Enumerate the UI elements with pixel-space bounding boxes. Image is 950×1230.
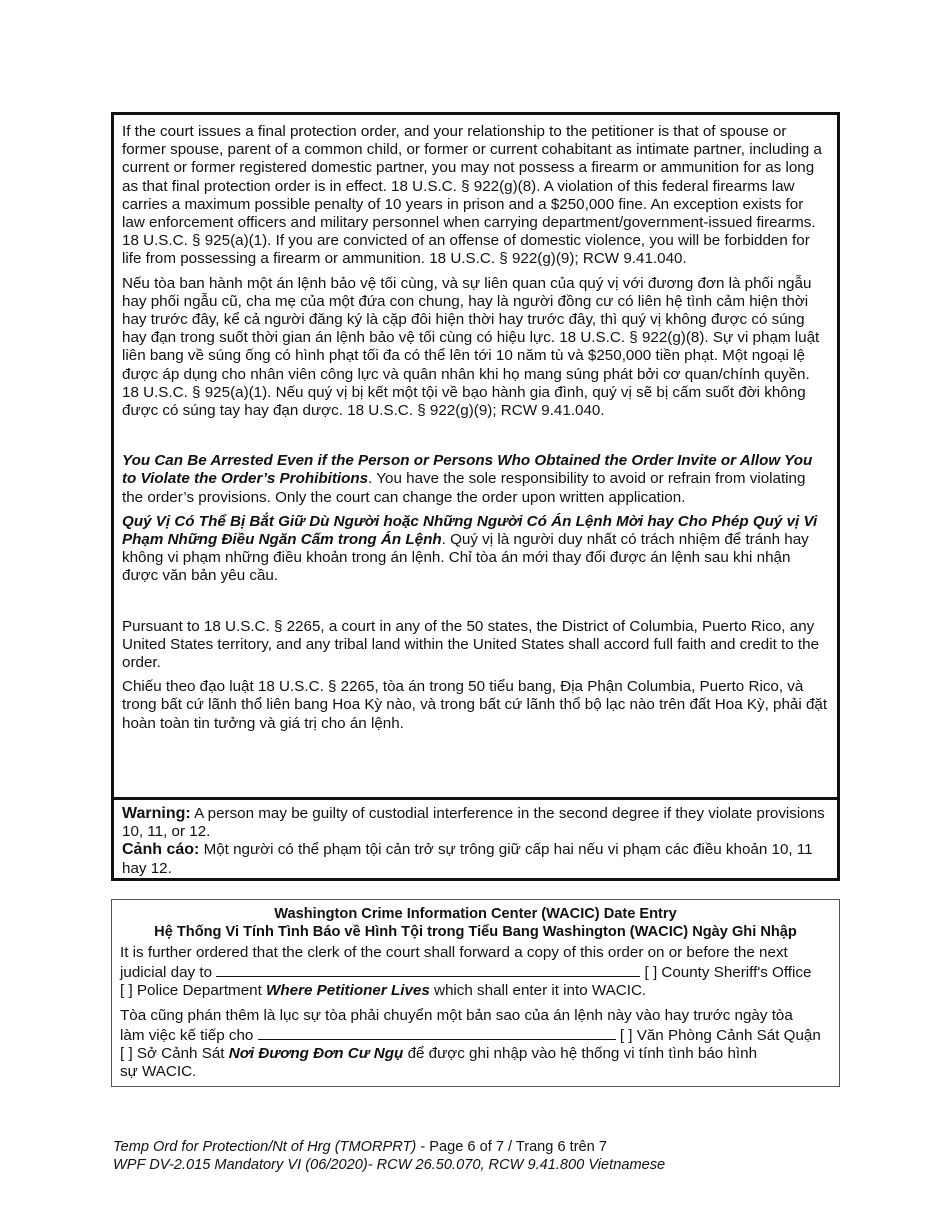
full-faith-vi: Chiếu theo đạo luật 18 U.S.C. § 2265, tòa án trong 50 tiểu bang, Địa Phận Columbia, Puerto Rico, và trong bất cứ lãnh thổ liên bang Hoa Kỳ nào, và trong bất cứ lãnh thổ bộ lạc nào trên đất Hoa Kỳ, phải đặt hoàn toàn tin tưởng và giá trị cho án lệnh.	[122, 678, 828, 732]
wacic-en-line2	[120, 962, 831, 982]
firearms-notice-vi: Nếu tòa ban hành một án lệnh bảo vệ tối cùng, và sự liên quan của quý vị với đương đơn là phối ngẫu hay phối ngẫu cũ, cha mẹ của một đứa con chung, hay là người đồng cư có liên hệ tình cảm hiện thời hay trước đây, kể cả người đăng ký là cặp đôi hiện thời hay trước đây, thì quý vị không được có súng hay đạn trong suốt thời gian án lệnh bảo vệ tối cùng có hiệu lực. 18 U.S.C. § 922(g)(8). Sự vi phạm luật liên bang về súng ống có hình phạt tối đa có thể lên tới 10 năm tù và $250,000 tiền phạt. Một ngoại lệ được áp dụng cho nhân viên công lực và quân nhân khi họ mang súng phát bởi cơ quan/chính quyền. 18 U.S.C. § 925(a)(1). Nếu quý vị bị kết một tội về bạo hành gia đình, quý vị sẽ bị cấm suốt đời không được có súng tay hay đạn dược. 18 U.S.C. § 922(g)(9); RCW 9.41.040.	[122, 274, 820, 420]
warning-box	[111, 797, 840, 881]
enter-wacic-label: which shall enter it into WACIC.	[429, 982, 647, 1000]
warning-vi	[122, 841, 829, 877]
wacic-vi-line1: Tòa cũng phán thêm là lục sự tòa phải chuyển một bản sao của án lệnh này vào hay trước ngày tòa	[120, 1006, 793, 1024]
arrest-notice-vi	[122, 513, 829, 586]
wacic-vi-line4: sự WACIC.	[120, 1063, 197, 1081]
petitioner-lives-label-vi: Nơi Đương Đơn Cư Ngụ	[228, 1045, 404, 1063]
firearms-notice-en: If the court issues a final protection order, and your relationship to the petitioner is that of spouse or former spouse, parent of a common child, or former or current cohabitant as intimate partner, including a current or former registered domestic partner, you may not possess a firearm or ammunition for as long as that final protection order is in effect. 18 U.S.C. § 922(g)(8). A violation of this federal firearms law carries a maximum possible penalty of 10 years in prison and a $250,000 fine. An exception exists for law enforcement officers and military personnel when carrying department/government-issued firearms. 18 U.S.C. § 925(a)(1). If you are convicted of an offense of domestic violence, you will be forbidden for life from possessing a firearm or ammunition. 18 U.S.C. § 922(g)(9); RCW 9.41.040.	[122, 123, 822, 268]
warning-en	[122, 805, 829, 841]
sheriff-date-blank[interactable]	[216, 962, 640, 977]
wacic-title-en: Washington Crime Information Center (WACIC) Date Entry	[274, 906, 677, 922]
form-title: Temp Ord for Protection/Nt of Hrg (TMORPRT)	[113, 1139, 417, 1155]
sheriff-date-blank-vi[interactable]	[258, 1025, 616, 1040]
wacic-box	[111, 899, 840, 1087]
warning-label-vi: Cảnh cáo:	[122, 841, 200, 859]
county-sheriff-checkbox[interactable]: [ ] County Sheriff's Office	[644, 964, 812, 982]
arrest-heading-en: You Can Be Arrested Even if the Person or Persons Who Obtained the Order Invite or Allow You to Violate the Order’s Prohibitions	[122, 452, 813, 488]
wacic-title-vi: Hệ Thống Vi Tính Tình Báo về Hình Tội trong Tiểu Bang Washington (WACIC) Ngày Ghi Nhập	[154, 923, 797, 940]
county-sheriff-checkbox-vi[interactable]: [ ] Văn Phòng Cảnh Sát Quận	[619, 1026, 821, 1044]
warning-label-en: Warning:	[122, 805, 191, 822]
arrest-body-en: . You have the sole responsibility to avoid or refrain from violating the order’s provisions. Only the court can change the order upon written application.	[122, 470, 806, 506]
full-faith-en: Pursuant to 18 U.S.C. § 2265, a court in any of the 50 states, the District of Columbia, Puerto Rico, any United States territory, and any tribal land within the United States shall accord full faith and credit to the order.	[122, 617, 820, 672]
wacic-vi-line2	[120, 1025, 831, 1045]
wacic-vi-line3	[120, 1045, 831, 1063]
page-number: - Page 6 of 7 / Trang 6 trên 7	[416, 1139, 607, 1155]
enter-wacic-label-vi: để được ghi nhập vào hệ thống vi tính tình báo hình	[403, 1045, 758, 1063]
police-department-checkbox[interactable]: [ ] Police Department	[120, 982, 267, 1000]
arrest-heading-vi: Quý Vị Có Thể Bị Bắt Giữ Dù Người hoặc Những Người Có Án Lệnh Mời hay Cho Phép Quý vị Vi Phạm Những Điều Ngăn Cấm trong Án Lệnh	[122, 512, 818, 549]
notice-box	[111, 112, 840, 797]
petitioner-lives-label: Where Petitioner Lives	[266, 982, 430, 1000]
arrest-body-vi: . Quý vị là người duy nhất có trách nhiệm để tránh hay không vi phạm những điều khoản trong án lệnh. Chỉ tòa án mới thay đổi được án lệnh sau khi nhận được văn bản yêu cầu.	[122, 531, 809, 585]
next-workday-label-vi: làm việc kế tiếp cho	[120, 1026, 254, 1044]
arrest-notice-en	[122, 452, 829, 507]
page-footer	[113, 1138, 665, 1174]
judicial-day-label: judicial day to	[120, 964, 213, 982]
footer-line1	[113, 1138, 665, 1156]
wacic-en-line3	[120, 982, 831, 1000]
police-department-checkbox-vi[interactable]: [ ] Sở Cảnh Sát	[120, 1045, 229, 1063]
footer-line2: WPF DV-2.015 Mandatory VI (06/2020)- RCW 26.50.070, RCW 9.41.800 Vietnamese	[113, 1157, 666, 1173]
wacic-en-line1: It is further ordered that the clerk of the court shall forward a copy of this order on or before the next	[120, 944, 788, 961]
warning-text-en: A person may be guilty of custodial interference in the second degree if they violate provisions 10, 11, or 12.	[122, 805, 825, 841]
warning-text-vi: Một người có thể phạm tội cản trở sự trông giữ cấp hai nếu vi phạm các điều khoản 10, 11 hay 12.	[122, 841, 813, 877]
